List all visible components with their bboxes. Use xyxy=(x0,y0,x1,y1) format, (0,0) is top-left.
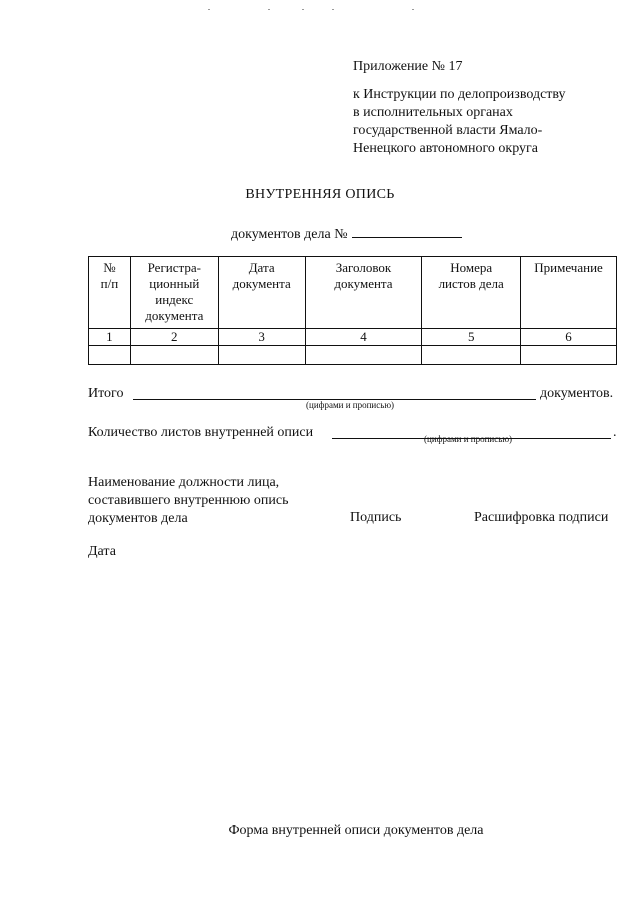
header-cell-reg-index xyxy=(130,257,218,329)
scan-speck xyxy=(412,9,414,10)
signature-decoding-label: Расшифровка подписи xyxy=(474,510,609,525)
empty-cell xyxy=(422,346,521,365)
appendix-block xyxy=(353,58,566,158)
empty-cell xyxy=(218,346,305,365)
header-text: Примечание xyxy=(534,260,603,275)
column-number: 3 xyxy=(218,329,305,346)
document-title: ВНУТРЕННЯЯ ОПИСЬ xyxy=(245,187,395,202)
header-text: индекс xyxy=(155,292,194,307)
table-header-row xyxy=(89,257,617,329)
header-text: листов дела xyxy=(438,276,504,291)
header-text: Регистра- xyxy=(147,260,201,275)
appendix-line: в исполнительных органах xyxy=(353,105,513,120)
header-text: документа xyxy=(145,308,204,323)
header-text: документа xyxy=(334,276,393,291)
header-text: документа xyxy=(232,276,291,291)
header-text: п/п xyxy=(100,276,119,291)
header-text: Дата xyxy=(248,260,275,275)
sheet-count-hint: (цифрами и прописью) xyxy=(424,434,513,444)
form-caption: Форма внутренней описи документов дела xyxy=(228,823,484,838)
appendix-line: Ненецкого автономного округа xyxy=(353,141,538,156)
appendix-number: Приложение № 17 xyxy=(353,59,463,74)
position-line: документов дела xyxy=(88,511,188,526)
column-number: 1 xyxy=(89,329,131,346)
case-label: документов дела № xyxy=(231,227,348,242)
empty-data-row xyxy=(89,346,617,365)
header-text: Заголовок xyxy=(335,260,392,275)
appendix-line: государственной власти Ямало- xyxy=(353,123,543,138)
sheet-count-label: Количество листов внутренней описи xyxy=(88,425,314,440)
scan-speck xyxy=(332,9,334,10)
column-number: 6 xyxy=(521,329,617,346)
column-number-row xyxy=(89,329,617,346)
position-line: составившего внутреннюю опись xyxy=(88,493,289,508)
header-text: ционный xyxy=(149,276,200,291)
position-line: Наименование должности лица, xyxy=(88,475,280,490)
signature-label: Подпись xyxy=(350,510,402,525)
scan-speck xyxy=(208,9,210,10)
case-number-blank xyxy=(352,225,462,238)
header-cell-note xyxy=(521,257,617,329)
appendix-line: к Инструкции по делопроизводству xyxy=(353,87,566,102)
header-cell-title xyxy=(305,257,422,329)
column-number: 2 xyxy=(130,329,218,346)
header-cell-date xyxy=(218,257,305,329)
compiler-position xyxy=(88,474,288,528)
column-number: 4 xyxy=(305,329,422,346)
header-text: Номера xyxy=(450,260,493,275)
header-cell-number xyxy=(89,257,131,329)
total-suffix: документов. xyxy=(540,386,614,401)
column-number: 5 xyxy=(422,329,521,346)
empty-cell xyxy=(89,346,131,365)
total-hint: (цифрами и прописью) xyxy=(306,400,395,410)
empty-cell xyxy=(305,346,422,365)
scan-speck xyxy=(268,9,270,10)
case-number-line xyxy=(231,225,462,243)
header-cell-sheet-numbers xyxy=(422,257,521,329)
header-text: № xyxy=(103,260,116,275)
date-label: Дата xyxy=(88,544,116,559)
total-label: Итого xyxy=(88,386,124,401)
scan-speck xyxy=(302,9,304,10)
empty-cell xyxy=(521,346,617,365)
empty-cell xyxy=(130,346,218,365)
sheet-count-suffix: . xyxy=(613,425,617,440)
inventory-table xyxy=(88,256,617,365)
